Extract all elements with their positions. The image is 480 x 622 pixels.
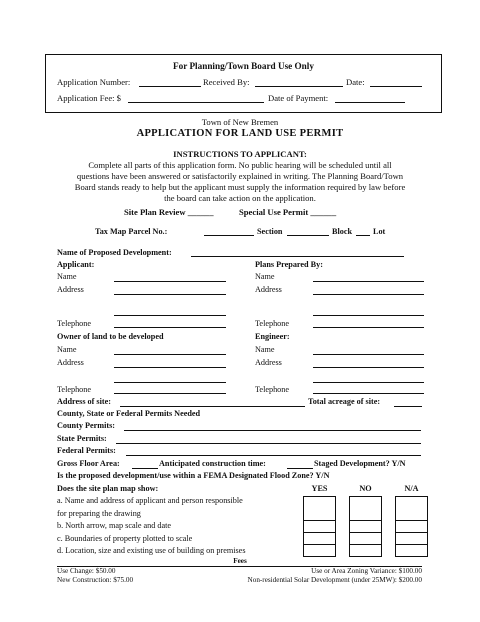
fee-area-variance: Use or Area Zoning Variance: $100.00 (311, 567, 422, 575)
checklist-item-c: c. Boundaries of property plotted to scale (57, 534, 193, 543)
application-number-field[interactable] (139, 86, 201, 87)
instructions-line-4: the board can take action on the application. (164, 193, 316, 203)
state-permits-field[interactable] (116, 443, 421, 444)
application-fee-label: Application Fee: $ (57, 93, 121, 103)
anticipated-construction-label: Anticipated construction time: (159, 459, 266, 468)
section-field[interactable] (287, 235, 329, 236)
owner-address-field-1[interactable] (114, 367, 226, 368)
section-label: Section (257, 227, 283, 236)
staged-development-label[interactable]: Staged Development? Y/N (314, 459, 406, 468)
engineer-telephone-field[interactable] (313, 393, 424, 394)
owner-telephone-field[interactable] (114, 393, 226, 394)
anticipated-construction-field[interactable] (287, 468, 313, 469)
application-number-label: Application Number: (57, 77, 131, 87)
owner-name-field[interactable] (114, 354, 226, 355)
checkbox-na-d[interactable] (395, 544, 428, 557)
engineer-name-label: Name (255, 345, 275, 354)
plans-telephone-label: Telephone (255, 319, 289, 328)
received-by-label: Received By: (203, 77, 250, 87)
tax-map-parcel-label: Tax Map Parcel No.: (95, 227, 168, 236)
office-use-title: For Planning/Town Board Use Only (173, 61, 314, 71)
applicant-heading: Applicant: (57, 260, 95, 269)
owner-heading: Owner of land to be developed (57, 332, 164, 341)
instructions-heading: INSTRUCTIONS TO APPLICANT: (173, 149, 307, 159)
owner-name-label: Name (57, 345, 77, 354)
applicant-address-field-1[interactable] (114, 294, 226, 295)
date-of-payment-label: Date of Payment: (268, 93, 329, 103)
column-na: N/A (404, 484, 419, 493)
owner-telephone-label: Telephone (57, 385, 91, 394)
engineer-name-field[interactable] (313, 354, 424, 355)
plans-address-label: Address (255, 285, 282, 294)
fee-new-construction: New Construction: $75.00 (57, 576, 134, 584)
plans-name-field[interactable] (313, 281, 424, 282)
date-of-payment-field[interactable] (335, 102, 405, 103)
checklist-item-b: b. North arrow, map scale and date (57, 521, 172, 530)
applicant-telephone-field[interactable] (114, 327, 226, 328)
column-yes: YES (311, 484, 328, 493)
applicant-address-label: Address (57, 285, 84, 294)
date-field[interactable] (370, 86, 422, 87)
instructions-line-3: Board stands ready to help but the applicant must supply the information required by law before (74, 182, 406, 192)
town-name: Town of New Bremen (201, 117, 279, 127)
federal-permits-label: Federal Permits: (57, 446, 116, 455)
column-no: NO (359, 484, 372, 493)
fees-heading: Fees (233, 557, 247, 565)
county-permits-field[interactable] (124, 430, 421, 431)
engineer-address-field-2[interactable] (313, 382, 424, 383)
total-acreage-field[interactable] (394, 406, 422, 407)
fema-question[interactable]: Is the proposed development/use within a FEMA Designated Flood Zone? Y/N (57, 471, 330, 480)
instructions-line-1: Complete all parts of this application form. No public hearing will be scheduled until all (88, 160, 392, 170)
applicant-name-label: Name (57, 272, 77, 281)
county-permits-label: County Permits: (57, 421, 115, 430)
date-label: Date: (346, 77, 365, 87)
fee-solar: Non-residential Solar Development (under 25MW): $200.00 (247, 576, 422, 584)
page-title: APPLICATION FOR LAND USE PERMIT (136, 128, 344, 139)
address-of-site-label: Address of site: (57, 397, 111, 406)
tax-map-parcel-field[interactable] (204, 235, 254, 236)
block-field[interactable] (356, 235, 370, 236)
plans-prepared-by-heading: Plans Prepared By: (255, 260, 323, 269)
owner-address-label: Address (57, 358, 84, 367)
proposed-development-label: Name of Proposed Development: (57, 248, 172, 257)
checklist-item-a: a. Name and address of applicant and person responsible (57, 496, 243, 505)
applicant-address-field-2[interactable] (114, 315, 226, 316)
plans-address-field-2[interactable] (313, 315, 424, 316)
gross-floor-area-field[interactable] (132, 468, 158, 469)
engineer-address-field-1[interactable] (313, 367, 424, 368)
site-plan-review-option[interactable]: Site Plan Review ______ (124, 207, 214, 217)
checkbox-yes-a[interactable] (303, 496, 336, 521)
checkbox-no-d[interactable] (349, 544, 382, 557)
engineer-telephone-label: Telephone (255, 385, 289, 394)
application-fee-field[interactable] (128, 102, 264, 103)
site-plan-map-question: Does the site plan map show: (57, 484, 159, 493)
applicant-name-field[interactable] (114, 281, 226, 282)
checklist-item-d: d. Location, size and existing use of building on premises (57, 546, 246, 555)
plans-telephone-field[interactable] (313, 327, 424, 328)
received-by-field[interactable] (255, 86, 343, 87)
block-label: Block (332, 227, 353, 236)
special-use-permit-option[interactable]: Special Use Permit ______ (239, 207, 337, 217)
state-permits-label: State Permits: (57, 434, 107, 443)
plans-name-label: Name (255, 272, 275, 281)
owner-address-field-2[interactable] (114, 382, 226, 383)
fee-use-change: Use Change: $50.00 (57, 567, 116, 575)
proposed-development-field[interactable] (191, 256, 404, 257)
total-acreage-label: Total acreage of site: (308, 397, 381, 406)
instructions-line-2: questions have been answered or satisfactorily explained in writing. The Planning Board/Town (76, 171, 404, 181)
checkbox-yes-d[interactable] (303, 544, 336, 557)
engineer-address-label: Address (255, 358, 282, 367)
gross-floor-area-label: Gross Floor Area: (57, 459, 120, 468)
checklist-item-a-cont: for preparing the drawing (57, 509, 141, 518)
checkbox-no-a[interactable] (349, 496, 382, 521)
checkbox-na-a[interactable] (395, 496, 428, 521)
engineer-heading: Engineer: (255, 332, 290, 341)
applicant-telephone-label: Telephone (57, 319, 91, 328)
federal-permits-field[interactable] (126, 455, 421, 456)
address-of-site-field[interactable] (120, 406, 305, 407)
permits-needed-heading: County, State or Federal Permits Needed (57, 409, 201, 418)
lot-label: Lot (373, 227, 386, 236)
plans-address-field-1[interactable] (313, 294, 424, 295)
